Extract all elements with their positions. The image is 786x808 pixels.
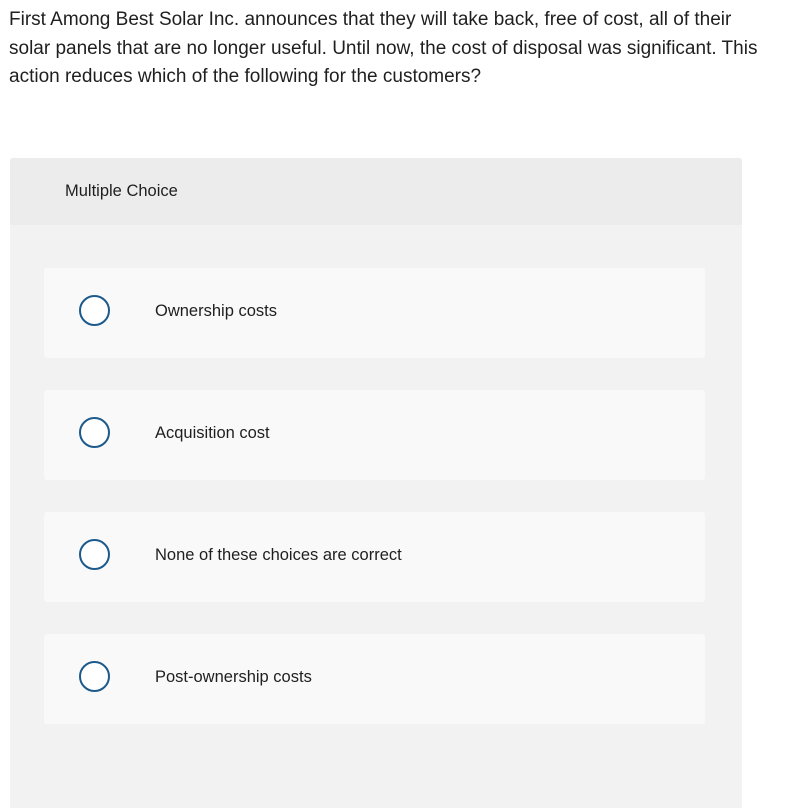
radio-button-icon[interactable] — [79, 417, 110, 448]
choice-label: Acquisition cost — [155, 424, 270, 442]
radio-button-icon[interactable] — [79, 661, 110, 692]
choice-none-correct[interactable] — [44, 512, 705, 602]
radio-button-icon[interactable] — [79, 539, 110, 570]
multiple-choice-panel — [10, 158, 742, 808]
choice-ownership-costs[interactable] — [44, 268, 705, 358]
choice-post-ownership-costs[interactable] — [44, 634, 705, 724]
radio-button-icon[interactable] — [79, 295, 110, 326]
choice-label: Post-ownership costs — [155, 668, 312, 686]
choice-acquisition-cost[interactable] — [44, 390, 705, 480]
multiple-choice-label: Multiple Choice — [65, 182, 178, 200]
choice-label: Ownership costs — [155, 302, 277, 320]
question-text: First Among Best Solar Inc. announces that they will take back, free of cost, all of their solar panels that are no longer useful. Until now, the cost of disposal was significant. This action reduces which of the following for the customers? — [9, 9, 758, 87]
choice-label: None of these choices are correct — [155, 546, 402, 564]
multiple-choice-header — [10, 158, 742, 225]
